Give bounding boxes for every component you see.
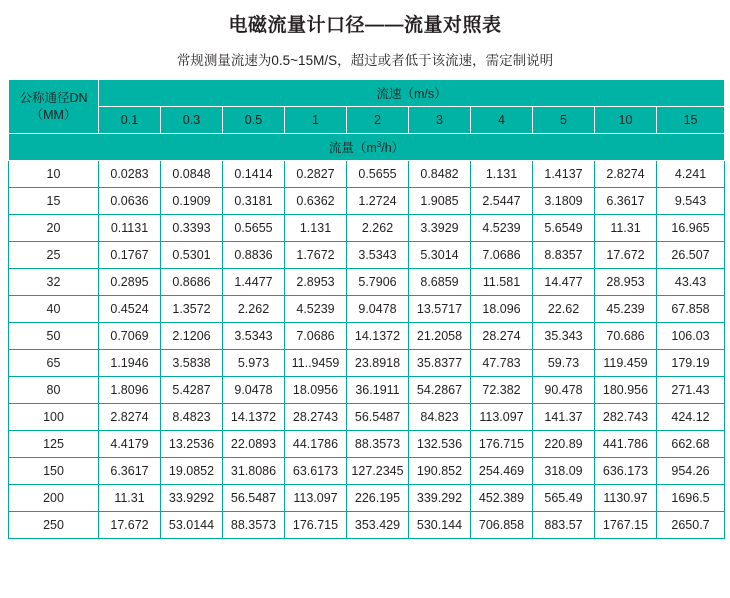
dn-value-cell: 10	[9, 161, 99, 188]
table-body	[9, 161, 725, 539]
flow-value-cell: 119.459	[595, 350, 657, 377]
page-title: 电磁流量计口径——流量对照表	[228, 15, 502, 36]
flow-value-cell: 176.715	[285, 512, 347, 539]
flow-value-cell: 2.1206	[161, 323, 223, 350]
table-row	[9, 431, 725, 458]
dn-value-cell: 65	[9, 350, 99, 377]
flow-value-cell: 424.12	[657, 404, 725, 431]
dn-value-cell: 32	[9, 269, 99, 296]
flow-value-cell: 6.3617	[99, 458, 161, 485]
flow-value-cell: 18.0956	[285, 377, 347, 404]
flow-value-cell: 31.8086	[223, 458, 285, 485]
table-row	[9, 485, 725, 512]
page-container	[0, 10, 730, 539]
flow-header-sup: 3	[376, 139, 382, 149]
flow-value-cell: 0.4524	[99, 296, 161, 323]
flow-value-cell: 8.8357	[533, 242, 595, 269]
flow-value-cell: 226.195	[347, 485, 409, 512]
speed-col-6: 4	[471, 107, 533, 134]
flow-value-cell: 0.0283	[99, 161, 161, 188]
speed-col-0: 0.1	[99, 107, 161, 134]
flow-value-cell: 33.9292	[161, 485, 223, 512]
flow-value-cell: 13.5717	[409, 296, 471, 323]
flow-header-cell	[9, 134, 725, 161]
speed-col-5: 3	[409, 107, 471, 134]
dn-value-cell: 200	[9, 485, 99, 512]
flow-value-cell: 3.5343	[223, 323, 285, 350]
flow-value-cell: 9.543	[657, 188, 725, 215]
flow-value-cell: 4.4179	[99, 431, 161, 458]
flow-value-cell: 530.144	[409, 512, 471, 539]
flow-value-cell: 1.4137	[533, 161, 595, 188]
flow-value-cell: 67.858	[657, 296, 725, 323]
table-row	[9, 512, 725, 539]
flow-value-cell: 22.0893	[223, 431, 285, 458]
flow-value-cell: 954.26	[657, 458, 725, 485]
flow-value-cell: 44.1786	[285, 431, 347, 458]
table-row	[9, 323, 725, 350]
flow-value-cell: 0.3181	[223, 188, 285, 215]
dn-value-cell: 80	[9, 377, 99, 404]
flow-value-cell: 2.8953	[285, 269, 347, 296]
flow-value-cell: 1.1946	[99, 350, 161, 377]
flow-value-cell: 14.1372	[347, 323, 409, 350]
flow-value-cell: 56.5487	[223, 485, 285, 512]
flow-value-cell: 16.965	[657, 215, 725, 242]
flow-value-cell: 127.2345	[347, 458, 409, 485]
flow-value-cell: 5.973	[223, 350, 285, 377]
flow-value-cell: 179.19	[657, 350, 725, 377]
flow-value-cell: 282.743	[595, 404, 657, 431]
flow-value-cell: 565.49	[533, 485, 595, 512]
flow-value-cell: 1696.5	[657, 485, 725, 512]
dn-value-cell: 100	[9, 404, 99, 431]
flow-value-cell: 8.6859	[409, 269, 471, 296]
flow-value-cell: 0.8686	[161, 269, 223, 296]
table-row	[9, 377, 725, 404]
flow-value-cell: 662.68	[657, 431, 725, 458]
dn-value-cell: 20	[9, 215, 99, 242]
flow-value-cell: 13.2536	[161, 431, 223, 458]
flow-value-cell: 254.469	[471, 458, 533, 485]
flow-value-cell: 2650.7	[657, 512, 725, 539]
flow-value-cell: 3.3929	[409, 215, 471, 242]
flow-value-cell: 1767.15	[595, 512, 657, 539]
flow-value-cell: 2.262	[223, 296, 285, 323]
flow-value-cell: 0.8836	[223, 242, 285, 269]
flow-value-cell: 4.5239	[471, 215, 533, 242]
flow-value-cell: 0.8482	[409, 161, 471, 188]
flow-value-cell: 706.858	[471, 512, 533, 539]
flow-value-cell: 0.2895	[99, 269, 161, 296]
flow-value-cell: 0.0848	[161, 161, 223, 188]
flow-value-cell: 2.8274	[99, 404, 161, 431]
flow-value-cell: 0.3393	[161, 215, 223, 242]
flow-value-cell: 0.1131	[99, 215, 161, 242]
flow-value-cell: 1.9085	[409, 188, 471, 215]
flow-value-cell: 84.823	[409, 404, 471, 431]
flow-value-cell: 176.715	[471, 431, 533, 458]
flow-value-cell: 5.3014	[409, 242, 471, 269]
flow-value-cell: 11.31	[595, 215, 657, 242]
flow-header-suffix: /h）	[381, 141, 405, 155]
flow-value-cell: 883.57	[533, 512, 595, 539]
speed-col-4: 2	[347, 107, 409, 134]
flow-value-cell: 18.096	[471, 296, 533, 323]
flow-value-cell: 90.478	[533, 377, 595, 404]
flow-value-cell: 1130.97	[595, 485, 657, 512]
header-row-flow	[9, 134, 725, 161]
table-row	[9, 215, 725, 242]
flow-value-cell: 19.0852	[161, 458, 223, 485]
flow-value-cell: 11..9459	[285, 350, 347, 377]
flow-header-prefix: 流量（m	[328, 141, 377, 155]
flow-value-cell: 318.09	[533, 458, 595, 485]
dn-value-cell: 15	[9, 188, 99, 215]
flow-value-cell: 1.2724	[347, 188, 409, 215]
table-row	[9, 269, 725, 296]
header-row-speeds	[9, 107, 725, 134]
flow-value-cell: 271.43	[657, 377, 725, 404]
flow-value-cell: 441.786	[595, 431, 657, 458]
flow-value-cell: 56.5487	[347, 404, 409, 431]
flow-value-cell: 4.241	[657, 161, 725, 188]
speed-col-7: 5	[533, 107, 595, 134]
flow-value-cell: 8.4823	[161, 404, 223, 431]
flow-value-cell: 9.0478	[347, 296, 409, 323]
speed-header-cell: 流速（m/s）	[99, 80, 725, 107]
flow-value-cell: 11.581	[471, 269, 533, 296]
flow-value-cell: 141.37	[533, 404, 595, 431]
flow-value-cell: 28.953	[595, 269, 657, 296]
flow-value-cell: 7.0686	[471, 242, 533, 269]
flow-value-cell: 53.0144	[161, 512, 223, 539]
flow-value-cell: 14.1372	[223, 404, 285, 431]
table-head	[9, 80, 725, 161]
flow-value-cell: 353.429	[347, 512, 409, 539]
dn-value-cell: 25	[9, 242, 99, 269]
flow-value-cell: 17.672	[99, 512, 161, 539]
flow-value-cell: 0.0636	[99, 188, 161, 215]
flow-value-cell: 59.73	[533, 350, 595, 377]
flow-value-cell: 220.89	[533, 431, 595, 458]
flow-value-cell: 636.173	[595, 458, 657, 485]
flow-value-cell: 47.783	[471, 350, 533, 377]
flow-value-cell: 14.477	[533, 269, 595, 296]
flow-value-cell: 5.4287	[161, 377, 223, 404]
table-row	[9, 350, 725, 377]
flow-value-cell: 0.2827	[285, 161, 347, 188]
header-row-top	[9, 80, 725, 107]
speed-col-1: 0.3	[161, 107, 223, 134]
table-row	[9, 161, 725, 188]
flow-value-cell: 0.5301	[161, 242, 223, 269]
flow-value-cell: 3.1809	[533, 188, 595, 215]
table-row	[9, 296, 725, 323]
flow-comparison-table	[8, 79, 725, 539]
flow-value-cell: 113.097	[285, 485, 347, 512]
flow-value-cell: 5.7906	[347, 269, 409, 296]
flow-value-cell: 190.852	[409, 458, 471, 485]
speed-col-9: 15	[657, 107, 725, 134]
flow-value-cell: 35.343	[533, 323, 595, 350]
flow-value-cell: 113.097	[471, 404, 533, 431]
flow-value-cell: 1.3572	[161, 296, 223, 323]
flow-value-cell: 132.536	[409, 431, 471, 458]
flow-value-cell: 452.389	[471, 485, 533, 512]
flow-value-cell: 35.8377	[409, 350, 471, 377]
flow-value-cell: 0.1414	[223, 161, 285, 188]
flow-value-cell: 106.03	[657, 323, 725, 350]
flow-value-cell: 2.262	[347, 215, 409, 242]
flow-value-cell: 1.131	[285, 215, 347, 242]
flow-value-cell: 1.4477	[223, 269, 285, 296]
flow-value-cell: 26.507	[657, 242, 725, 269]
flow-value-cell: 28.2743	[285, 404, 347, 431]
flow-value-cell: 6.3617	[595, 188, 657, 215]
flow-value-cell: 9.0478	[223, 377, 285, 404]
flow-value-cell: 2.5447	[471, 188, 533, 215]
flow-value-cell: 3.5838	[161, 350, 223, 377]
dn-value-cell: 50	[9, 323, 99, 350]
flow-value-cell: 5.6549	[533, 215, 595, 242]
flow-value-cell: 22.62	[533, 296, 595, 323]
speed-col-3: 1	[285, 107, 347, 134]
dn-value-cell: 40	[9, 296, 99, 323]
flow-value-cell: 2.8274	[595, 161, 657, 188]
flow-value-cell: 17.672	[595, 242, 657, 269]
flow-value-cell: 339.292	[409, 485, 471, 512]
flow-value-cell: 28.274	[471, 323, 533, 350]
speed-col-2: 0.5	[223, 107, 285, 134]
flow-value-cell: 1.8096	[99, 377, 161, 404]
table-row	[9, 188, 725, 215]
dn-header-line1: 公称通径DN	[19, 90, 88, 105]
flow-value-cell: 88.3573	[223, 512, 285, 539]
flow-value-cell: 70.686	[595, 323, 657, 350]
flow-value-cell: 0.5655	[223, 215, 285, 242]
flow-value-cell: 43.43	[657, 269, 725, 296]
speed-col-8: 10	[595, 107, 657, 134]
dn-value-cell: 150	[9, 458, 99, 485]
page-subtitle: 常规测量流速为0.5~15M/S，超过或者低于该流速，需定制说明	[176, 53, 554, 68]
flow-value-cell: 3.5343	[347, 242, 409, 269]
flow-value-cell: 63.6173	[285, 458, 347, 485]
flow-value-cell: 1.131	[471, 161, 533, 188]
flow-value-cell: 54.2867	[409, 377, 471, 404]
flow-value-cell: 0.1909	[161, 188, 223, 215]
flow-value-cell: 45.239	[595, 296, 657, 323]
dn-value-cell: 125	[9, 431, 99, 458]
flow-value-cell: 0.6362	[285, 188, 347, 215]
dn-header-cell	[9, 80, 99, 134]
flow-value-cell: 23.8918	[347, 350, 409, 377]
dn-value-cell: 250	[9, 512, 99, 539]
flow-value-cell: 180.956	[595, 377, 657, 404]
table-row	[9, 458, 725, 485]
flow-value-cell: 21.2058	[409, 323, 471, 350]
table-row	[9, 242, 725, 269]
flow-value-cell: 1.7672	[285, 242, 347, 269]
flow-value-cell: 36.1911	[347, 377, 409, 404]
flow-value-cell: 11.31	[99, 485, 161, 512]
dn-header-line2: （MM）	[30, 107, 77, 122]
flow-value-cell: 0.1767	[99, 242, 161, 269]
flow-value-cell: 7.0686	[285, 323, 347, 350]
flow-value-cell: 4.5239	[285, 296, 347, 323]
flow-value-cell: 0.5655	[347, 161, 409, 188]
flow-value-cell: 88.3573	[347, 431, 409, 458]
table-row	[9, 404, 725, 431]
flow-value-cell: 0.7069	[99, 323, 161, 350]
flow-value-cell: 72.382	[471, 377, 533, 404]
